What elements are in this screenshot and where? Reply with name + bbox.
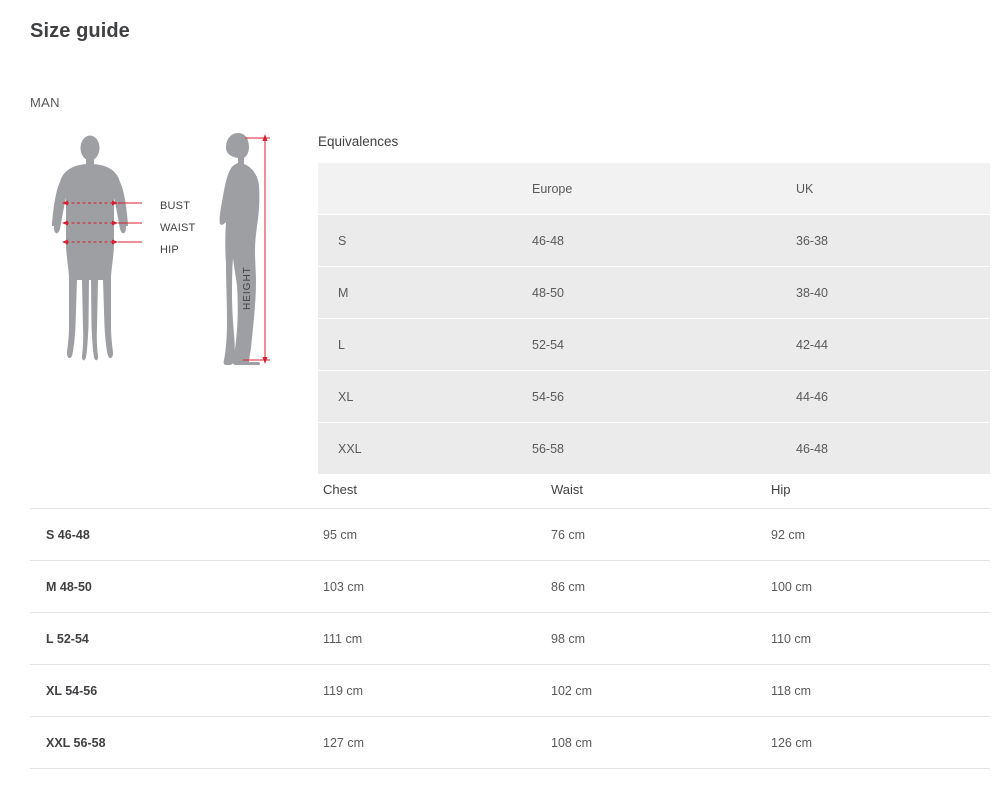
table-header-row xyxy=(318,163,990,215)
table-row xyxy=(30,717,990,769)
table-row xyxy=(30,665,990,717)
label-height: HEIGHT xyxy=(242,266,253,310)
cell-size: M 48-50 xyxy=(30,561,323,613)
column-header-chest: Chest xyxy=(323,481,357,497)
cell-size: S 46-48 xyxy=(30,509,323,561)
measurement-labels xyxy=(160,195,195,261)
table-row xyxy=(318,215,990,267)
cell-waist: 98 cm xyxy=(551,613,771,665)
table-header-row xyxy=(30,470,990,509)
cell-hip: 126 cm xyxy=(771,717,990,769)
cell-chest: 103 cm xyxy=(323,561,551,613)
cell-uk: 46-48 xyxy=(796,441,828,456)
cell-size: S xyxy=(338,233,347,248)
table-row xyxy=(30,509,990,561)
cell-europe: 54-56 xyxy=(532,389,564,404)
cell-size: L xyxy=(338,337,345,352)
measurements-table xyxy=(30,470,990,769)
cell-chest: 95 cm xyxy=(323,509,551,561)
page-title: Size guide xyxy=(30,20,130,42)
cell-europe: 56-58 xyxy=(532,441,564,456)
side-view-figure xyxy=(220,133,260,365)
cell-waist: 108 cm xyxy=(551,717,771,769)
label-waist: WAIST xyxy=(160,222,196,234)
cell-europe: 52-54 xyxy=(532,337,564,352)
cell-hip: 118 cm xyxy=(771,665,990,717)
cell-uk: 44-46 xyxy=(796,389,828,404)
cell-size: XXL xyxy=(338,441,362,456)
equivalences-table xyxy=(318,163,990,474)
cell-uk: 42-44 xyxy=(796,337,828,352)
table-row xyxy=(30,561,990,613)
cell-europe: 48-50 xyxy=(532,285,564,300)
label-hip: HIP xyxy=(160,244,179,256)
column-header-europe: Europe xyxy=(532,181,573,196)
front-view-figure xyxy=(54,136,126,361)
cell-waist: 86 cm xyxy=(551,561,771,613)
column-header-hip: Hip xyxy=(771,481,791,497)
cell-chest: 119 cm xyxy=(323,665,551,717)
cell-size: M xyxy=(338,285,349,300)
cell-waist: 102 cm xyxy=(551,665,771,717)
cell-chest: 127 cm xyxy=(323,717,551,769)
body-figures xyxy=(30,130,300,380)
table-row xyxy=(318,319,990,371)
label-bust: BUST xyxy=(160,200,191,212)
cell-hip: 110 cm xyxy=(771,613,990,665)
cell-waist: 76 cm xyxy=(551,509,771,561)
cell-hip: 92 cm xyxy=(771,509,990,561)
equivalences-title: Equivalences xyxy=(318,134,399,149)
cell-uk: 36-38 xyxy=(796,233,828,248)
table-row xyxy=(318,267,990,319)
cell-size: XXL 56-58 xyxy=(30,717,323,769)
gender-label: MAN xyxy=(30,95,60,110)
cell-size: L 52-54 xyxy=(30,613,323,665)
cell-hip: 100 cm xyxy=(771,561,990,613)
cell-size: XL 54-56 xyxy=(30,665,323,717)
cell-chest: 111 cm xyxy=(323,613,551,665)
cell-europe: 46-48 xyxy=(532,233,564,248)
table-row xyxy=(318,423,990,475)
column-header-waist: Waist xyxy=(551,481,584,497)
column-header-uk: UK xyxy=(796,181,814,196)
column-header-size xyxy=(318,163,512,215)
table-row xyxy=(318,371,990,423)
cell-uk: 38-40 xyxy=(796,285,828,300)
column-header-size xyxy=(30,470,323,509)
table-row xyxy=(30,613,990,665)
cell-size: XL xyxy=(338,389,354,404)
